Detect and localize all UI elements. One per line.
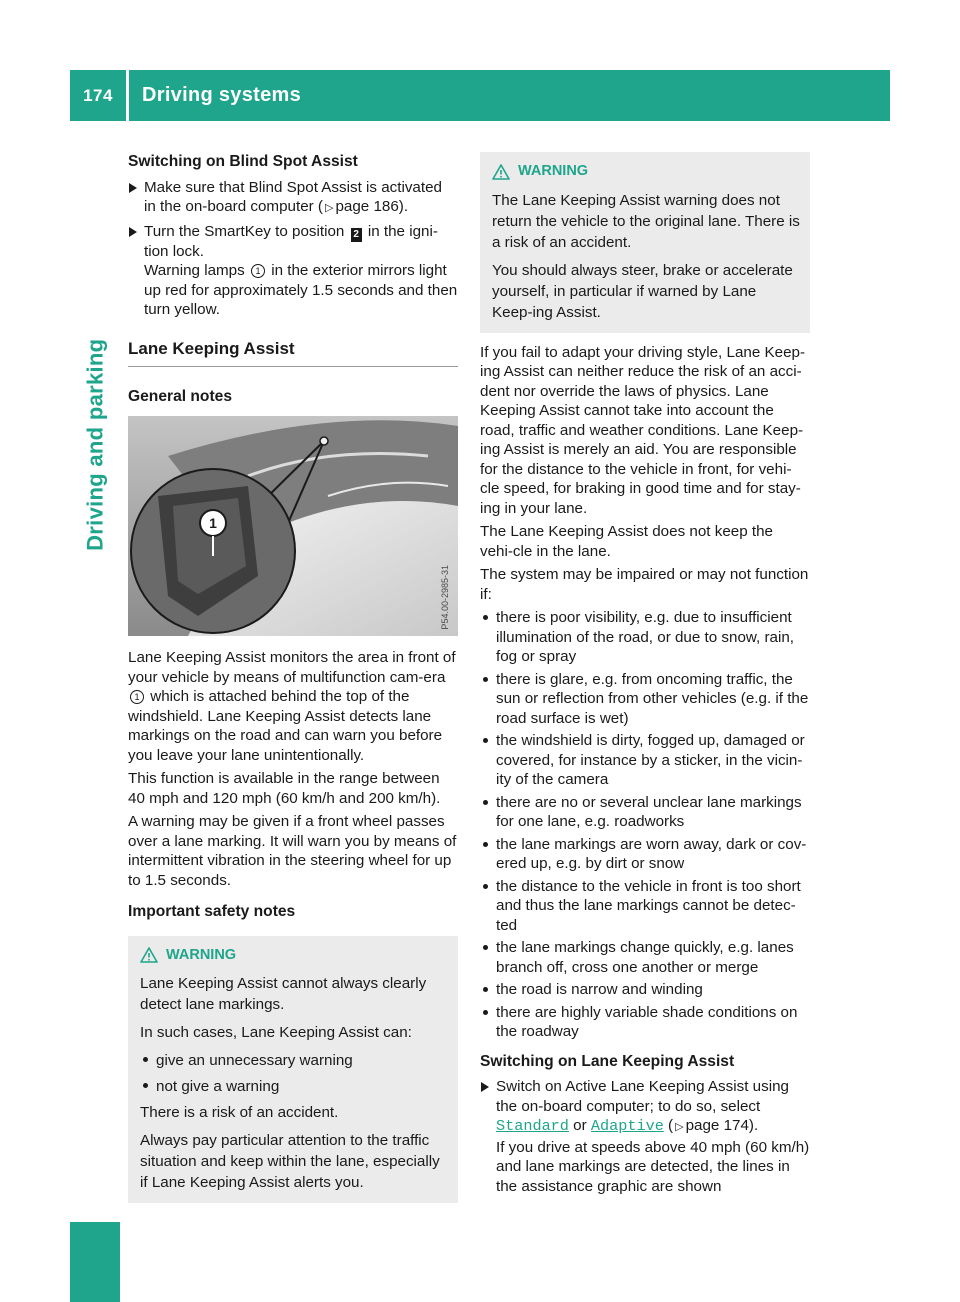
blind-spot-heading: Switching on Blind Spot Assist xyxy=(128,153,358,170)
list-item: give an unnecessary warning xyxy=(140,1050,448,1071)
warning-triangle-icon xyxy=(492,164,510,180)
camera-illustration xyxy=(128,416,458,636)
instruction-step: Turn the SmartKey to position 2 in the igni-tion lock. Warning lamps 1 in the exterior mirrors light up red for approximately 1.5 seconds and then turn yellow. xyxy=(128,222,458,320)
list-item: the distance to the vehicle in front is too short and thus the lane markings cannot be detec-ted xyxy=(480,877,810,936)
warning-title: WARNING xyxy=(492,162,800,182)
left-column xyxy=(128,152,458,1203)
warning-text: Always pay particular attention to the traffic situation and keep within the lane, especially if Lane Keeping Assist alerts you. xyxy=(140,1132,440,1191)
list-item: there is glare, e.g. from oncoming traffic, the sun or reflection from other vehicles (e.g. if the road surface is wet) xyxy=(480,670,810,729)
list-item: there is poor visibility, e.g. due to insufficient illumination of the road, or due to snow, rain, fog or spray xyxy=(480,608,810,667)
page-reference[interactable]: page 186). xyxy=(335,198,409,215)
right-column xyxy=(480,152,810,1199)
page-ref-arrow-icon: ▷ xyxy=(324,202,334,214)
general-notes-heading: General notes xyxy=(128,387,232,405)
list-item: there are no or several unclear lane markings for one lane, e.g. roadworks xyxy=(480,793,810,832)
chapter-title: Driving systems xyxy=(142,84,302,106)
warning-text: You should always steer, brake or accelerate yourself, in particular if warned by Lane Keep-ing Assist. xyxy=(492,261,793,321)
list-item: not give a warning xyxy=(140,1076,448,1097)
paragraph: This function is available in the range between 40 mph and 120 mph (60 km/h and 200 km/h). xyxy=(128,770,441,807)
callout-number-icon: 1 xyxy=(251,264,265,278)
paragraph: The Lane Keeping Assist does not keep the vehi-cle in the lane. xyxy=(480,523,773,560)
page-ref-arrow-icon: ▷ xyxy=(675,1121,684,1133)
list-item: the lane markings change quickly, e.g. lanes branch off, cross one another or merge xyxy=(480,938,810,977)
paragraph: A warning may be given if a front wheel passes over a lane marking. It will warn you by means of intermittent vibration in the steering wheel for up to 1.5 seconds. xyxy=(128,813,457,889)
callout-number-icon: 1 xyxy=(130,690,144,704)
page-header xyxy=(70,70,890,121)
paragraph: The system may be impaired or may not function if: xyxy=(480,566,809,603)
warning-text: There is a risk of an accident. xyxy=(140,1104,339,1121)
list-item: there are highly variable shade conditions on the roadway xyxy=(480,1003,810,1042)
instruction-step: Switch on Active Lane Keeping Assist using the on-board computer; to do so, select Standard or Adaptive ( ▷ page 174). If you drive at speeds above 40 mph (60 km/h) and lane markings are detected, the lines in the assistance graphic are shown xyxy=(480,1077,810,1196)
side-tab-block xyxy=(70,1222,120,1302)
list-item: the road is narrow and winding xyxy=(480,980,810,1000)
instruction-step: Make sure that Blind Spot Assist is activated in the on-board computer ( ▷ page 186). xyxy=(128,178,458,219)
header-divider xyxy=(126,70,129,121)
page-reference[interactable]: page 174). xyxy=(685,1117,759,1134)
figure-callout: 1 xyxy=(209,515,217,531)
safety-notes-heading: Important safety notes xyxy=(128,903,296,920)
menu-option-adaptive: Adaptive xyxy=(590,1117,664,1135)
switch-on-heading: Switching on Lane Keeping Assist xyxy=(480,1052,735,1070)
warning-box xyxy=(480,152,810,333)
list-item: the lane markings are worn away, dark or cov-ered up, e.g. by dirt or snow xyxy=(480,835,810,874)
warning-text: In such cases, Lane Keeping Assist can: xyxy=(140,1024,412,1041)
warning-triangle-icon xyxy=(140,947,158,963)
side-tab xyxy=(70,310,120,580)
figure-code: P54.00-2985-31 xyxy=(439,565,450,630)
menu-option-standard: Standard xyxy=(496,1117,569,1135)
warning-box xyxy=(128,936,458,1204)
section-heading: Lane Keeping Assist xyxy=(128,338,458,367)
car-windshield-image xyxy=(128,416,458,636)
paragraph: Lane Keeping Assist monitors the area in front of your vehicle by means of multifunction cam-era 1 which is attached behind the top of the windshield. Lane Keeping Assist detects lane markings on the road and can warn you before you leave your lane unintentionally. xyxy=(128,649,456,764)
warning-text: The Lane Keeping Assist warning does not return the vehicle to the original lane. There is a risk of an accident. xyxy=(492,191,800,251)
warning-text: Lane Keeping Assist cannot always clearly detect lane markings. xyxy=(140,975,427,1013)
list-item: the windshield is dirty, fogged up, damaged or covered, for instance by a sticker, in the vicin-ity of the camera xyxy=(480,731,810,790)
side-tab-label: Driving and parking xyxy=(82,338,108,552)
position-number-box: 2 xyxy=(351,228,362,242)
warning-title: WARNING xyxy=(140,946,448,966)
page-number: 174 xyxy=(83,86,113,105)
paragraph: If you fail to adapt your driving style, Lane Keep-ing Assist can neither reduce the risk of an acci-dent nor override the laws of physics. Lane Keeping Assist cannot take into account the road, traffic and weather conditions. Lane Keep-ing Assist is merely an aid. You are responsible for the distance to the vehicle in front, for vehi-cle speed, for braking in good time and for stay-ing in your lane. xyxy=(480,343,806,517)
